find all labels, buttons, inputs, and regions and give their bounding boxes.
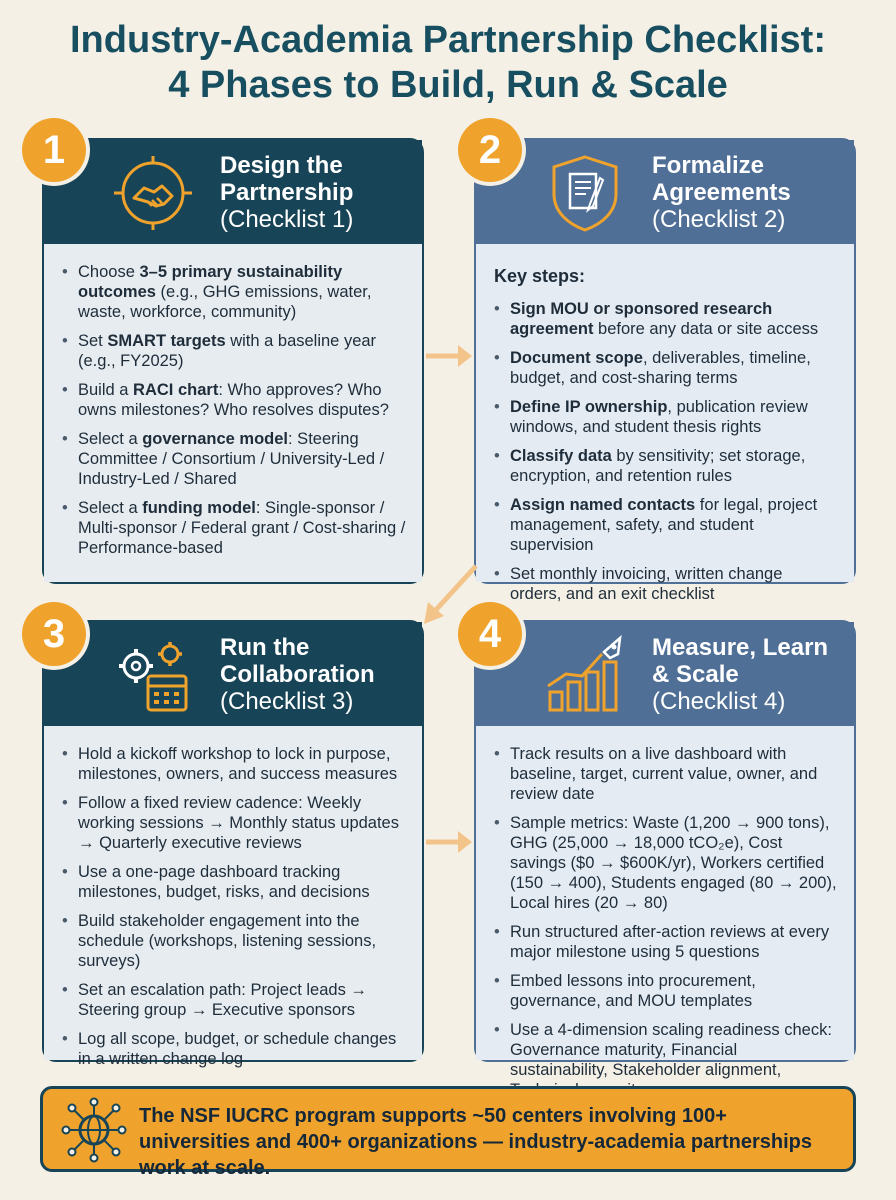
document-shield-icon — [540, 154, 630, 232]
gears-calendar-icon — [108, 636, 198, 714]
card-title — [220, 152, 353, 233]
key-steps-label: Key steps: — [494, 266, 586, 286]
arrow-right-icon — [424, 342, 474, 370]
list-item: • Select a governance model: Steering Committee / Consortium / University-Led / Industry-Led / Shared — [58, 429, 406, 489]
card-title — [220, 634, 375, 715]
step-number-badge: 2 — [458, 118, 522, 182]
list-item: • Use a one-page dashboard tracking milestones, budget, risks, and decisions — [58, 862, 406, 902]
card-title-line-2: Partnership — [220, 179, 354, 206]
checklist — [58, 744, 406, 1069]
card-header — [44, 140, 422, 244]
page-title — [0, 18, 896, 108]
step-number-badge: 3 — [22, 602, 86, 666]
list-item: • Use a 4-dimension scaling readiness check: Governance maturity, Financial sustainability, Stakeholder alignment, — [490, 1020, 838, 1100]
rocket-chart-icon — [540, 636, 630, 714]
card-title-line-1: Design the — [220, 152, 343, 179]
card-title-line-2: & Scale — [652, 661, 739, 688]
list-item: • Set SMART targets with a baseline year (e.g., FY2025) — [58, 331, 406, 371]
list-item: • Build stakeholder engagement into the schedule (workshops, listening sessions, surveys) — [58, 911, 406, 971]
list-item: • Classify data by sensitivity; set storage, encryption, and retention rules — [490, 446, 838, 486]
card-header — [44, 622, 422, 726]
list-item: • Hold a kickoff workshop to lock in purpose, milestones, owners, and success measures — [58, 744, 406, 784]
footer-text: The NSF IUCRC program supports ~50 centers involving 100+ universities and 400+ organizations — industry-academia partnerships work at scale. — [139, 1105, 812, 1179]
card-title-line-2: Agreements — [652, 179, 791, 206]
list-item: • Choose 3–5 primary sustainability outcomes (e.g., GHG emissions, water, waste, workforce, community) — [58, 262, 406, 322]
card-body — [44, 726, 422, 1068]
list-item: • Assign named contacts for legal, project management, safety, and student supervision — [490, 495, 838, 555]
card-title-line-1: Formalize — [652, 152, 765, 179]
handshake-icon — [108, 154, 198, 232]
step-number-badge: 4 — [458, 602, 522, 666]
list-item: • Log all scope, budget, or schedule changes in a written change log — [58, 1029, 406, 1069]
list-item: • Sample metrics: Waste (1,200 → 900 tons), GHG (25,000 → 18,000 tCO₂e), Cost savings ($0 → $600K/yr), Workers certified (150 → 400), Students engaged (80 → 200), Local hires (20 → 80) — [490, 813, 838, 913]
card-formalize-agreements — [474, 138, 856, 603]
checklist — [490, 744, 838, 1100]
card-header — [476, 622, 854, 726]
list-item: • Embed lessons into procurement, governance, and MOU templates — [490, 971, 838, 1011]
globe-network-icon — [61, 1097, 127, 1163]
card-title-line-2: Collaboration — [220, 661, 375, 688]
card-title-line-1: Run the — [220, 634, 310, 661]
checklist — [58, 262, 406, 558]
card-subtitle: (Checklist 4) — [652, 688, 786, 715]
list-item: • Set monthly invoicing, written change orders, and an exit checklist — [490, 564, 838, 604]
card-body — [476, 726, 854, 1079]
arrow-down-left-icon — [420, 562, 480, 628]
list-item: • Set an escalation path: Project leads → Steering group → Executive sponsors — [58, 980, 406, 1020]
title-line-1: Industry-Academia Partnership Checklist: — [70, 19, 826, 61]
step-number-badge: 1 — [22, 118, 86, 182]
list-item: • Select a funding model: Single-sponsor / Multi-sponsor / Federal grant / Cost-sharing / Performance-based — [58, 498, 406, 558]
list-item: • Run structured after-action reviews at every major milestone using 5 questions — [490, 922, 838, 962]
card-body — [476, 244, 854, 603]
card-subtitle: (Checklist 2) — [652, 206, 786, 233]
checklist — [490, 299, 838, 604]
card-measure-learn-scale — [474, 620, 856, 1079]
list-item: • Define IP ownership, publication review windows, and student thesis rights — [490, 397, 838, 437]
list-item: • Build a RACI chart: Who approves? Who owns milestones? Who resolves disputes? — [58, 380, 406, 420]
card-title-line-1: Measure, Learn — [652, 634, 829, 661]
list-item: • Document scope, deliverables, timeline, budget, and cost-sharing terms — [490, 348, 838, 388]
title-line-2: 4 Phases to Build, Run & Scale — [168, 64, 728, 106]
footer-callout — [40, 1086, 856, 1179]
card-header — [476, 140, 854, 244]
list-item: • Follow a fixed review cadence: Weekly working sessions → Monthly status updates → Quarterly executive reviews — [58, 793, 406, 853]
card-subtitle: (Checklist 3) — [220, 688, 354, 715]
list-item: • Sign MOU or sponsored research agreement before any data or site access — [490, 299, 838, 339]
card-subtitle: (Checklist 1) — [220, 206, 354, 233]
arrow-right-icon — [424, 828, 474, 856]
card-title — [652, 152, 791, 233]
card-title — [652, 634, 828, 715]
card-body — [44, 244, 422, 582]
card-run-collaboration — [42, 620, 424, 1068]
card-design-partnership — [42, 138, 424, 584]
list-item: • Track results on a live dashboard with baseline, target, current value, owner, and review date — [490, 744, 838, 804]
